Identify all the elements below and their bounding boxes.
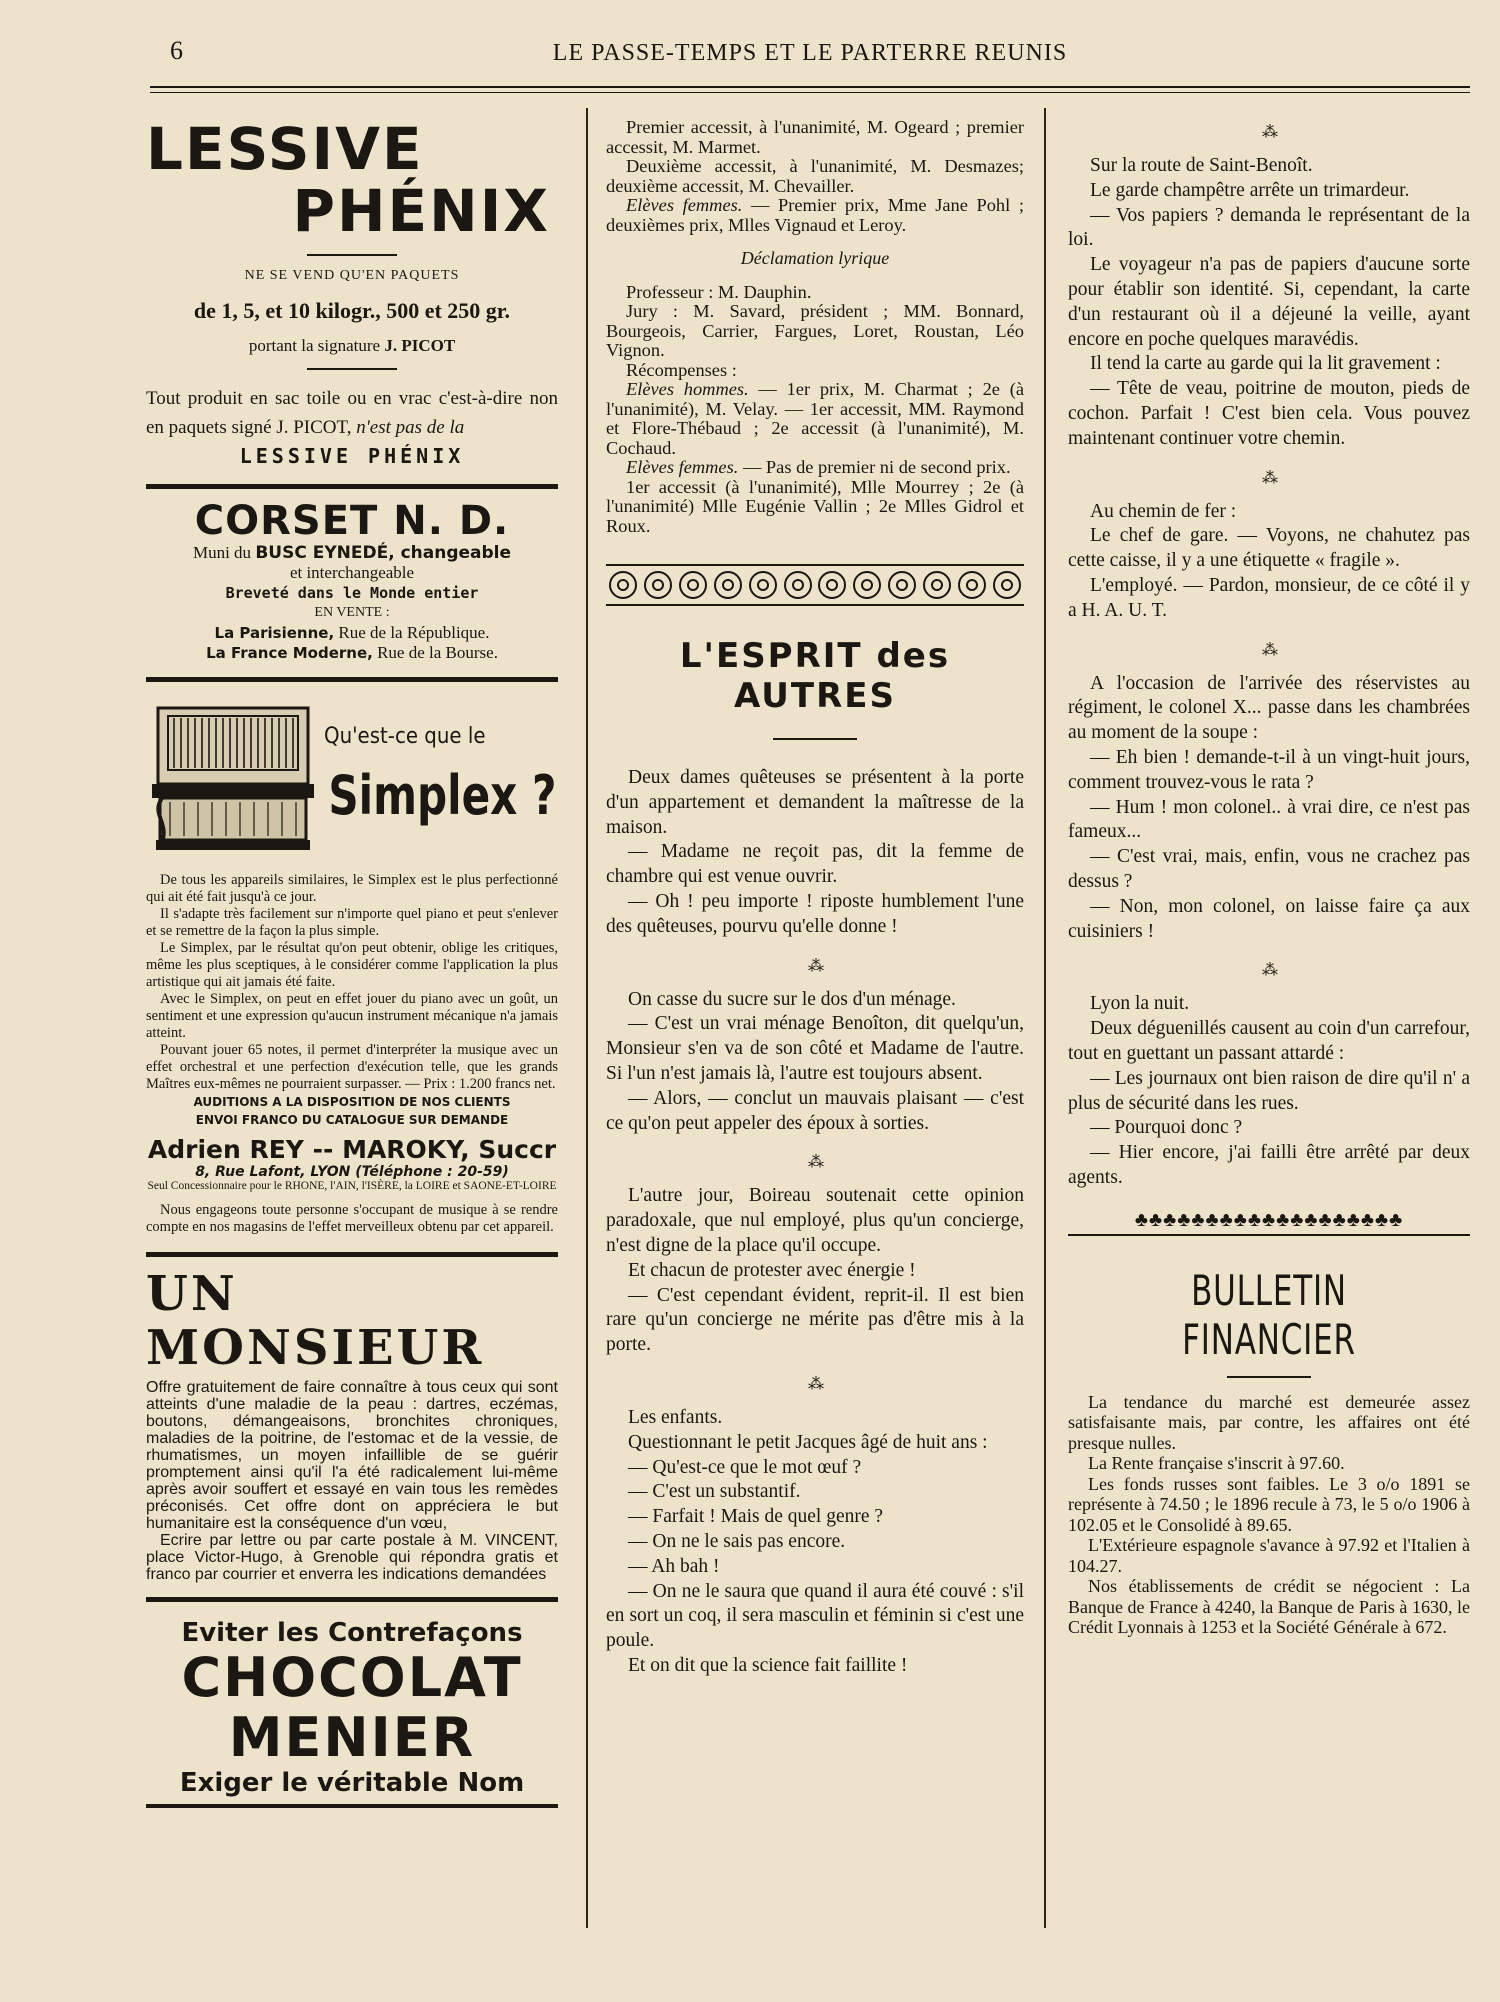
concours-hommes-label: Elèves hommes. — [626, 379, 749, 399]
asterism-separator: ⁂ — [808, 957, 822, 975]
ad-simplex-dealer: Adrien REY -- MAROKY, Succr — [147, 1135, 557, 1164]
anecdote-3 — [606, 1184, 1024, 1358]
concours-femmes-label: Elèves femmes. — [626, 457, 739, 477]
concours-jury: Jury : M. Savard, président ; MM. Bonnard, Bourgeois, Carrier, Fargues, Loret, Roustan, Léo Vignon. — [606, 301, 1024, 360]
concours-p3-text: — Premier prix, Mme Jane Pohl ; deuxièmes prix, Mlles Vignaud et Leroy. — [606, 195, 1024, 235]
rosette-ornament — [958, 571, 986, 599]
concours-p2: Deuxième accessit, à l'unanimité, M. Desmazes; deuxième accessit, M. Chevailler. — [606, 156, 1024, 196]
bulletin-paragraph: Les fonds russes sont faibles. Le 3 o/o 1891 se représente à 74.50 ; le 1896 recule à 73, le 5 o/o 1906 à 102.05 et le Consolidé à 89.65. — [1068, 1473, 1470, 1535]
ad-chocolat-line3: MENIER — [228, 1706, 476, 1769]
page-number: 6 — [170, 36, 183, 65]
rosette-ornament — [749, 571, 777, 599]
concours-hommes-text: — 1er prix, M. Charmat ; 2e (à l'unanimité), M. Velay. — 1er accessit, MM. Raymond et Flore-Thébaud ; 2e accessit (à l'unanimité), M. Cochaud. — [606, 379, 1024, 458]
asterism-separator: ⁂ — [808, 1154, 822, 1172]
bulletin-paragraph: La tendance du marché est demeurée assez satisfaisante mais, par contre, les affaires ont été presque nulles. — [1068, 1391, 1470, 1453]
ad-simplex — [146, 692, 558, 1236]
ad-separator — [146, 677, 558, 682]
anecdote-line: A l'occasion de l'arrivée des réservistes au régiment, le colonel X... passe dans les chambrées au moment de la soupe : — [1068, 672, 1470, 744]
rosette-ornament — [818, 571, 846, 599]
concours-hommes — [606, 380, 1024, 458]
anecdote-line: Le voyageur n'a pas de papiers d'aucune sorte pour établir son identité. Si, cependant, la carte d'un restaurant où il a déjeuné la veille, ayant encore en poche quelques maravédis. — [1068, 254, 1470, 350]
ad-simplex-address: 8, Rue Lafont, LYON (Téléphone : 20-59) — [195, 1164, 509, 1180]
ad-simplex-body — [146, 872, 558, 1093]
anecdote-line: — Qu'est-ce que le mot œuf ? — [628, 1456, 862, 1478]
ad-chocolat-rule — [146, 1804, 558, 1808]
ad-lessive-body-1: Tout produit en sac toile ou en vrac c'est-à-dire non en paquets signé J. PICOT, — [146, 388, 558, 438]
anecdote-line: — C'est un substantif. — [628, 1481, 801, 1503]
running-title: LE PASSE-TEMPS ET LE PARTERRE REUNIS — [552, 40, 1068, 66]
ornament-strip: ♣♣♣♣♣♣♣♣♣♣♣♣♣♣♣♣♣♣♣ — [1068, 1209, 1470, 1236]
anecdote-line: — Eh bien ! demande-t-il à un vingt-huit jours, comment trouvez-vous le rata ? — [1068, 746, 1470, 793]
anecdote-line: — Pourquoi donc ? — [1090, 1117, 1243, 1139]
anecdote-line: — On ne le saura que quand il aura été couvé : s'il en sort un coq, il sera masculin et féminin si c'est une poule. — [606, 1580, 1024, 1652]
anecdote-line: — Non, mon colonel, on laisse faire ça aux cuisiniers ! — [1068, 895, 1470, 942]
ad-corset-line2: et interchangeable — [289, 563, 415, 582]
ad-separator — [146, 1597, 558, 1602]
ad-corset-shop1 — [146, 623, 558, 643]
ad-corset — [146, 499, 558, 663]
ad-corset-shop1-name: La Parisienne, — [214, 624, 335, 642]
ad-separator — [146, 484, 558, 489]
section-title-bulletin: BULLETIN FINANCIER — [1182, 1265, 1356, 1364]
ad-simplex-concession: Seul Concessionnaire pour le RHONE, l'AIN, l'ISÈRE, la LOIRE et SAONE-ET-LOIRE — [147, 1180, 557, 1192]
anecdote-line: — Farfait ! Mais de quel genre ? — [628, 1506, 884, 1528]
asterism-separator: ⁂ — [1262, 124, 1276, 141]
rosette-ornament — [714, 571, 742, 599]
anecdote-line: — Oh ! peu importe ! riposte humblement l'une des quêteuses, pourvu qu'elle donne ! — [606, 890, 1024, 937]
anecdote-5 — [1068, 154, 1470, 452]
rosette-ornament — [853, 571, 881, 599]
concours-femmes-text: — Pas de premier ni de second prix. — [738, 457, 1011, 477]
anecdote-line: — Tête de veau, poitrine de mouton, pieds de cochon. Parfait ! C'est bien cela. Vous pouvez maintenant continuer votre chemin. — [1068, 378, 1470, 449]
page-header — [150, 36, 1470, 76]
concours-prof: Professeur : M. Dauphin. — [626, 281, 812, 302]
bulletin-paragraph: L'Extérieure espagnole s'avance à 97.92 et l'Italien à 104.27. — [1068, 1535, 1470, 1576]
anecdote-line: — Vos papiers ? demanda le représentant de la loi. — [1068, 204, 1470, 251]
ad-corset-shop2-name: La France Moderne, — [206, 644, 373, 662]
ad-lessive-body-2: n'est pas de la — [356, 417, 465, 438]
ad-lessive-line1: LESSIVE — [146, 115, 424, 183]
ad-simplex-p6: Nous engageons toute personne s'occupant de musique à se rendre compte en nos magasins de l'effet merveilleux obtenu par cet appareil. — [146, 1202, 558, 1235]
rosette-ornament — [644, 571, 672, 599]
ad-simplex-caps2: ENVOI FRANCO DU CATALOGUE SUR DEMANDE — [195, 1113, 509, 1127]
concours-p3 — [606, 196, 1024, 235]
anecdote-line: Deux dames quêteuses se présentent à la porte d'un appartement et demandent la maîtresse de la maison. — [606, 767, 1024, 838]
anecdote-line: Sur la route de Saint-Benoît. — [1090, 155, 1313, 176]
ornamental-border — [606, 564, 1024, 606]
concours-femmes2: 1er accessit (à l'unanimité), Mlle Mourrey ; 2e (à l'unanimité) Mlle Eugénie Vallin ; 2e Mlles Gidrol et Roux. — [606, 476, 1024, 536]
anecdote-line: Lyon la nuit. — [1090, 993, 1190, 1015]
anecdote-line: — C'est un vrai ménage Benoîton, dit quelqu'un, Monsieur s'en va de son côté et Madame de l'autre. Si l'un n'est jamais là, l'autre est toujours absent. — [606, 1013, 1024, 1084]
ad-simplex-p5: Pouvant jouer 65 notes, il permet d'interpréter la musique avec un effet orchestral et une perfection d'exécution telle, que les grands Maîtres eux-mêmes ne pourraient surpasser. — Prix : 1.200 francs net. — [146, 1042, 558, 1092]
asterism-separator: ⁂ — [1262, 641, 1276, 659]
concours-recomp: Récompenses : — [626, 359, 737, 380]
anecdote-line: — On ne le sais pas encore. — [628, 1530, 846, 1552]
ad-chocolat-line1: Eviter les Contrefaçons — [181, 1618, 523, 1648]
ad-simplex-title: Simplex ? — [327, 764, 556, 827]
anecdote-line: Au chemin de fer : — [1090, 500, 1237, 522]
piano-illustration — [150, 698, 316, 856]
ad-lessive-rule-2 — [307, 368, 397, 370]
ad-separator — [146, 1252, 558, 1257]
column-divider-left — [586, 108, 588, 1928]
anecdote-line: Le garde champêtre arrête un trimardeur. — [1090, 179, 1410, 201]
ad-chocolat-menier — [146, 1618, 558, 1808]
header-rule — [150, 86, 1470, 88]
anecdote-1 — [606, 766, 1024, 940]
ad-simplex-p3: Le Simplex, par le résultat qu'on peut obtenir, oblige les critiques, même les plus sceptiques, à le considérer comme l'application la plus artistique qui ait jamais été faite. — [146, 940, 558, 990]
section-title-rule — [1227, 1376, 1311, 1378]
anecdote-line: — Alors, — conclut un mauvais plaisant — c'est ce qu'on peut appeler des époux à sorties. — [606, 1087, 1024, 1134]
right-column — [1068, 118, 1470, 1638]
ad-corset-line1-pre: Muni du — [192, 543, 252, 562]
column-divider-right — [1044, 108, 1046, 1928]
ad-simplex-footer — [146, 1202, 558, 1236]
anecdote-line: L'autre jour, Boireau soutenait cette opinion paradoxale, que nul employé, plus qu'un concierge, n'est digne de la place qu'il occupe. — [606, 1185, 1024, 1256]
anecdote-2 — [606, 988, 1024, 1137]
anecdote-line: Et on dit que la science fait faillite ! — [628, 1654, 908, 1676]
rosette-ornament — [888, 571, 916, 599]
anecdote-line: L'employé. — Pardon, monsieur, de ce côté il y a H. A. U. T. — [1068, 574, 1470, 621]
anecdote-line: Questionnant le petit Jacques âgé de huit ans : — [628, 1431, 988, 1453]
anecdote-line: — Hier encore, j'ai failli être arrêté par deux agents. — [1068, 1142, 1470, 1188]
ad-chocolat-line2: CHOCOLAT — [181, 1646, 523, 1709]
anecdote-8 — [1068, 992, 1470, 1190]
rosette-ornament — [784, 571, 812, 599]
ad-monsieur-title: UN MONSIEUR — [146, 1266, 485, 1376]
anecdote-line: — Les journaux ont bien raison de dire qu'il n' a plus de sécurité dans les rues. — [1068, 1067, 1470, 1114]
ad-lessive-stamp: LESSIVE PHÉNIX — [239, 444, 465, 468]
asterism-separator: ⁂ — [1262, 469, 1276, 487]
anecdote-6 — [1068, 500, 1470, 624]
concours-section-title: Déclamation lyrique — [740, 248, 890, 268]
bulletin-financier-body — [1068, 1392, 1470, 1638]
rosette-ornament — [609, 571, 637, 599]
ad-lessive-signature-prefix: portant la signature — [248, 336, 381, 355]
anecdote-line: On casse du sucre sur le dos d'un ménage. — [628, 988, 956, 1010]
ad-lessive-weights: de 1, 5, et 10 kilogr., 500 et 250 gr. — [193, 298, 511, 323]
ad-lessive-rule — [307, 254, 397, 256]
bulletin-paragraph: Nos établissements de crédit se négocient : La Banque de France à 4240, la Banque de Paris à 1630, le Crédit Lyonnais à 1253 et la Société Générale à 672. — [1068, 1576, 1470, 1638]
ad-simplex-question: Qu'est-ce que le — [324, 724, 486, 749]
section-title-rule — [773, 738, 857, 740]
ad-corset-shop1-addr: Rue de la République. — [338, 623, 490, 642]
anecdote-line: — C'est vrai, mais, enfin, vous ne crachez pas dessus ? — [1068, 846, 1470, 892]
ad-lessive-body — [146, 384, 558, 442]
ad-corset-line4: EN VENTE : — [314, 605, 390, 620]
anecdote-line: — C'est cependant évident, reprit-il. Il est bien rare qu'un concierge ne mérite pas d'être mis à la porte. — [606, 1284, 1024, 1356]
rosette-ornament — [923, 571, 951, 599]
concours-results — [606, 118, 1024, 536]
ad-simplex-caps1: AUDITIONS A LA DISPOSITION DE NOS CLIENTS — [193, 1095, 511, 1109]
ad-simplex-p4: Avec le Simplex, on peut en effet jouer du piano avec un goût, un sentiment et une expression qu'aucun instrument mécanique n'a jamais atteint. — [146, 991, 558, 1041]
ad-corset-shop2 — [146, 643, 558, 663]
rosette-ornament — [679, 571, 707, 599]
ad-corset-busc: BUSC EYNEDÉ — [255, 543, 389, 563]
concours-p1: Premier accessit, à l'unanimité, M. Ogeard ; premier accessit, M. Marmet. — [606, 117, 1024, 157]
ad-simplex-p2: Il s'adapte très facilement sur n'importe quel piano et peut s'enlever et se remettre de la façon la plus simple. — [146, 906, 558, 939]
ad-lessive-line2: PHÉNIX — [292, 177, 550, 245]
ad-corset-line3: Breveté dans le Monde entier — [225, 584, 479, 602]
anecdote-line: Deux déguenillés causent au coin d'un carrefour, tout en guettant un passant attardé : — [1068, 1018, 1470, 1064]
anecdote-line: — Madame ne reçoit pas, dit la femme de chambre qui est venue ouvrir. — [606, 841, 1024, 888]
concours-femmes — [606, 458, 1024, 478]
anecdote-4 — [606, 1406, 1024, 1679]
anecdote-line: — Hum ! mon colonel.. à vrai dire, ce n'est pas fameux... — [1068, 796, 1470, 843]
anecdote-line: — Ah bah ! — [628, 1555, 720, 1577]
bulletin-paragraph: La Rente française s'inscrit à 97.60. — [1088, 1453, 1345, 1474]
ad-lessive-signature — [146, 336, 558, 356]
ad-corset-shop2-addr: Rue de la Bourse. — [377, 643, 498, 662]
ad-corset-line1 — [146, 543, 558, 563]
ad-simplex-p1: De tous les appareils similaires, le Simplex est le plus perfectionné qui ait été fait jusqu'à ce jour. — [146, 872, 558, 905]
anecdote-line: Et chacun de protester avec énergie ! — [628, 1259, 916, 1281]
asterism-separator: ⁂ — [808, 1375, 822, 1393]
ad-lessive-phenix — [146, 115, 558, 468]
anecdote-7 — [1068, 672, 1470, 945]
rosette-ornament — [993, 571, 1021, 599]
ad-monsieur-text: Offre gratuitement de faire connaître à tous ceux qui sont atteints d'une maladie de la peau : dartres, eczémas, boutons, démangeaisons, bronchites chroniques, maladies de la poitrine, de l'estomac et de la vessie, de rhumatismes, un moyen infaillible de se guérir promptement ainsi qu'il l'a été radicalement lui-même après avoir souffert et essayé en vain tous les remèdes préconisés. Cet offre dont on appréciera le but humanitaire est la conséquence d'un vœu, — [146, 1379, 558, 1532]
ad-chocolat-line4: Exiger le véritable Nom — [179, 1768, 525, 1798]
header-rule-thin — [150, 92, 1470, 93]
asterism-separator: ⁂ — [1262, 962, 1276, 980]
anecdote-line: Le chef de gare. — Voyons, ne chahutez pas cette caisse, il y a une étiquette « fragile ». — [1068, 525, 1470, 572]
ad-monsieur — [146, 1267, 558, 1583]
ad-lessive-notice: NE SE VEND QU'EN PAQUETS — [244, 268, 460, 283]
ad-corset-line1-post: , changeable — [388, 543, 512, 563]
anecdote-line: Les enfants. — [628, 1406, 723, 1428]
ad-monsieur-text2: Ecrire par lettre ou par carte postale à M. VINCENT, place Victor-Hugo, à Grenoble qui répondra gratis et franco par courrier et enverra les indications demandées — [146, 1532, 558, 1583]
ad-lessive-signature-name: J. PICOT — [384, 336, 456, 355]
ad-simplex-banner — [146, 692, 558, 872]
concours-p3-label: Elèves femmes. — [626, 195, 743, 215]
ad-corset-title: CORSET N. D. — [194, 498, 510, 544]
anecdote-line: Il tend la carte au garde qui la lit gravement : — [1090, 353, 1441, 375]
advert-column — [146, 115, 558, 1818]
section-title-esprit: L'ESPRIT des AUTRES — [679, 636, 951, 716]
middle-column — [606, 118, 1024, 1679]
